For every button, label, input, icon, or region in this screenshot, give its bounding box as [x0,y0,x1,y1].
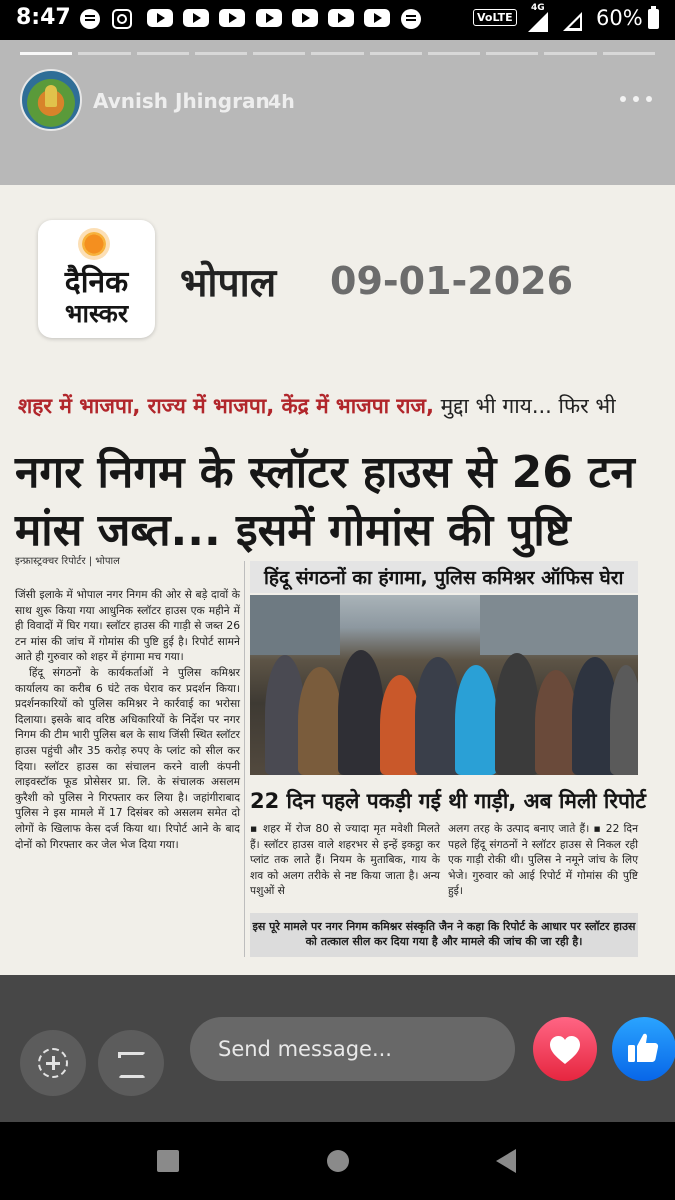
kicker [18,392,658,420]
dainik-bhaskar-logo [38,220,155,338]
volte-badge: VoLTE [473,9,517,26]
heart-icon [549,1035,581,1065]
person [495,653,539,775]
chat-notification-icon [401,9,421,29]
logo-line1: दैनिक [64,265,129,300]
battery-icon [648,9,659,29]
youtube-notification-icon [256,9,282,27]
repost-button[interactable] [98,1030,164,1096]
story-progress-segment [253,52,305,55]
back-button[interactable] [496,1149,516,1173]
sun-icon [82,232,106,256]
photo-caption: हिंदू संगठनों का हंगामा, पुलिस कमिश्नर ऑफिस घेरा [264,567,624,589]
like-reaction-button[interactable] [612,1017,675,1081]
network-type: 4G [531,3,545,13]
youtube-notification-icon [219,9,245,27]
love-reaction-button[interactable] [533,1017,597,1081]
messages-notification-icon [80,9,100,29]
story-header[interactable] [0,40,675,185]
photo-caption-bar [250,561,638,593]
headline-line2: मांस जब्त... इसमें गोमांस की पुष्टि [15,505,571,556]
signal-secondary-icon [563,12,582,31]
repost-icon [118,1052,146,1078]
story-progress-segment [311,52,363,55]
youtube-notification-icon [147,9,173,27]
post-time: 4h [268,91,295,113]
avatar[interactable] [20,69,82,131]
protest-photo [250,595,638,775]
poster-name[interactable]: Avnish Jhingran [93,89,270,113]
paper-date: 09-01-2026 [330,259,574,303]
person [455,665,497,775]
article-column-2 [250,821,440,899]
headline-line1: नगर निगम के स्लॉटर हाउस से 26 टन [15,447,635,498]
clock: 8:47 [16,5,71,30]
logo-line2: भास्कर [64,299,129,328]
paragraph: अलग तरह के उत्पाद बनाए जाते हैं। ▪ 22 दिन पहले हिंदू संगठनों ने स्लॉटर हाउस से निकल रही एक गाड़ी रोकी थी। पुलिस ने नमूने जांच के लिए भेजे। गुरुवार को आई रिपोर्ट में गोमांस की पुष्टि हुई। [448,822,638,898]
article-column-1 [15,587,240,852]
youtube-notification-icon [183,9,209,27]
newspaper-clipping [0,185,675,975]
thumbs-up-icon [626,1031,660,1065]
status-bar [0,0,675,40]
instagram-notification-icon [112,9,132,29]
person [380,675,420,775]
person [535,670,577,775]
building [250,595,340,655]
story-progress-segment [428,52,480,55]
person [338,650,384,775]
story-progress-segment [370,52,422,55]
story-progress-segment [137,52,189,55]
paragraph: हिंदू संगठनों के कार्यकर्ताओं ने पुलिस कमिश्नर कार्यालय का करीब 6 घंटे तक घेराव कर प्रदर्शन किया। प्रदर्शनकारियों को पुलिस कमिश्नर ने कार्रवाई का भरोसा दिलाया। इसके बाद वरिष्ठ अधिकारियों के निर्देश पर नगर निगम की टीम भारी पुलिस बल के साथ जिंसी स्थित स्लॉटर हाउस पहुंची और 35 करोड़ रुपए के प्लांट को सील कर दिया। स्लॉटर हाउस का संचालन करने वाली कंपनी लाइवस्टॉक फूड प्रोसेसर प्रा. लि. के संचालक असलम कुरैशी को पुलिस ने गिरफ्तार कर लिया है। जहांगीराबाद पुलिस ने इस मामले में 17 दिसंबर को असलम समेत दो लोगों के खिलाफ केस दर्ज किया था। रिपोर्ट आने के बाद दोनों को गिरफ्तार कर जेल भेज दिया गया। [15,665,240,851]
story-progress-segment [544,52,596,55]
story-progress-segment [486,52,538,55]
person [298,667,342,775]
message-input[interactable] [190,1017,515,1081]
person [610,665,638,775]
paragraph: ▪ शहर में रोज 80 से ज्यादा मृत मवेशी मिलते हैं। स्लॉटर हाउस वाले शहरभर से इन्हें इकट्ठा कर प्लांट तक लाते हैं। नियम के मुताबिक, गाय के शव को अलग तरीके से नष्ट किया जाता है। अन्य पशुओं से [250,822,440,898]
story-progress-segment [603,52,655,55]
home-button[interactable] [327,1150,349,1172]
story-progress-segment [78,52,130,55]
column-divider [244,561,245,957]
paragraph: जिंसी इलाके में भोपाल नगर निगम की ओर से बड़े दावों के साथ शुरू किया गया आधुनिक स्लॉटर हाउस एक महीने में ही विवादों में घिर गया। स्लॉटर हाउस की गाड़ी से जब्त 26 टन मांस की जांच में गोमांस की पुष्टि हुई है। रिपोर्ट सामने आते ही गुरुवार को शहर में हंगामा मच गया। [15,588,240,664]
subheadline: 22 दिन पहले पकड़ी गई थी गाड़ी, अब मिली रिपोर्ट [250,789,646,813]
signal-icon [528,12,548,32]
system-navigation-bar [0,1122,675,1200]
commissioner-note: इस पूरे मामले पर नगर निगम कमिश्नर संस्कृति जैन ने कहा कि रिपोर्ट के आधार पर स्लॉटर हाउस को तत्काल सील कर दिया गया है और मामले की जांच की जा रही है। [250,913,638,957]
kicker-black: मुद्दा भी गाय... फिर भी [434,394,616,418]
more-options-icon[interactable] [620,89,654,109]
article-column-3 [448,821,638,899]
byline: इन्फ्रास्ट्रक्चर रिपोर्टर | भोपाल [15,556,120,567]
battery-level: 60% [596,6,643,30]
youtube-notification-icon [292,9,318,27]
city-name: भोपाल [180,261,277,306]
kicker-red: शहर में भाजपा, राज्य में भाजपा, केंद्र में भाजपा राज, [18,394,434,418]
building [480,595,638,655]
recents-button[interactable] [157,1150,179,1172]
add-story-button[interactable] [20,1030,86,1096]
story-action-bar [0,975,675,1122]
story-progress-segment [20,52,72,55]
youtube-notification-icon [364,9,390,27]
story-progress-segment [195,52,247,55]
youtube-notification-icon [328,9,354,27]
add-icon [38,1048,68,1078]
